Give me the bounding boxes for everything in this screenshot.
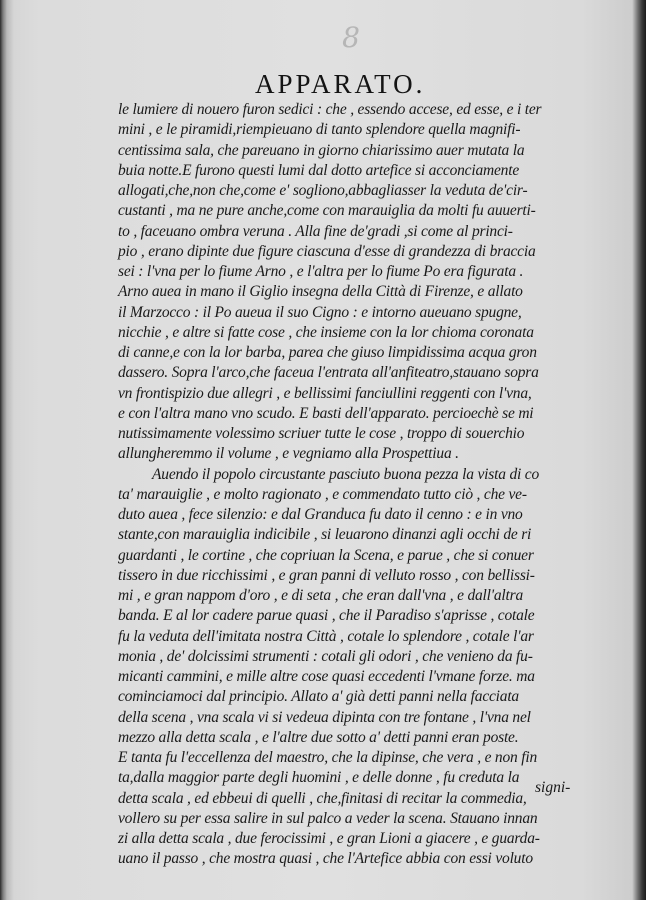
text-line: ta' marauiglie , e molto ragionato , e commendato tutto ciò , che ve-: [118, 485, 527, 503]
text-line: monia , de' dolcissimi strumenti : cotali gli odori , che venieno da fu-: [118, 647, 533, 665]
text-line: allungheremmo il volume , e vegniamo alla Prospettiua .: [118, 445, 459, 463]
catchword: signi-: [535, 779, 571, 796]
text-line: cominciamoci dal principio. Allato a' già detti panni nella facciata: [118, 688, 519, 706]
text-line: il Marzocco : il Po aueua il suo Cigno : e intorno aueuano spugne,: [118, 303, 522, 321]
text-line: mi , e gran nappom d'oro , e di seta , che eran dall'vna , e dall'altra: [118, 587, 524, 604]
text-line: detta scala , ed ebbeui di quelli , che,finitasi di recitar la commedia,: [118, 789, 527, 807]
text-line: guardanti , le cortine , che copriuan la Scena, e parue , che si conuer: [118, 546, 534, 564]
text-line: allogati,che,non che,come e' sogliono,abbagliasser la veduta de'cir-: [118, 182, 528, 199]
text-line: fu la veduta dell'imitata nostra Città , cotale lo splendore , cotale l'ar: [118, 627, 534, 645]
page-edge-shadow: [632, 0, 646, 900]
text-line: to , faceuano ombra veruna . Alla fine de'gradi ,si come al princi-: [118, 222, 513, 240]
text-line: nicchie , e altre si fatte cose , che insieme con la lor chioma coronata: [118, 323, 534, 341]
text-line: banda. E al lor cadere parue quasi , che il Paradiso s'aprisse , cotale: [118, 607, 535, 625]
text-line: mini , e le piramidi,riempieuano di tanto splendore quella magnifi-: [118, 121, 521, 139]
text-line: centissima sala, che pareuano in giorno chiarissimo auer mutata la: [118, 141, 525, 159]
text-line: sei : l'vna per lo fiume Arno , e l'altra per lo fiume Po era figurata .: [118, 263, 524, 280]
text-line: micanti cammini, e mille altre cose quasi eccedenti l'vmane forze. ma: [118, 668, 535, 685]
text-line: uano il passo , che mostra quasi , che l'Artefice abbia con essi voluto: [118, 850, 533, 868]
text-line: E tanta fu l'eccellenza del maestro, che la dipinse, che vera , e non fin: [118, 749, 538, 766]
text-line: della scena , vna scala vi si vedeua dipinta con tre fontane , l'vna nel: [118, 708, 531, 726]
text-line: zi alla detta scala , due ferocissimi , e gran Lioni a giacere , e guarda-: [118, 830, 540, 847]
text-line: pio , erano dipinte due figure ciascuna d'esse di grandezza di braccia: [118, 242, 536, 260]
text-line: vn frontispizio due allegri , e bellissimi fanciullini reggenti con l'vna,: [118, 384, 532, 402]
text-line: dassero. Sopra l'arco,che faceua l'entrata all'anfiteatro,stauano sopra: [118, 364, 539, 382]
text-line: ta,dalla maggior parte degli huomini , e delle donne , fu creduta la: [118, 769, 520, 787]
text-line: stante,con marauiglia indicibile , si leuarono dinanzi agli occhi de ri: [118, 526, 532, 544]
running-head: APPARATO.: [255, 69, 426, 99]
text-line: tissero in due ricchissimi , e gran panni di velluto rosso , con bellissi-: [118, 566, 535, 584]
text-line: custanti , ma ne pure anche,come con marauiglia da molti fu auuerti-: [118, 202, 536, 220]
body-text: [118, 100, 565, 870]
text-line: nutissimamente volessimo scriuer tutte le cose , troppo di souerchio: [118, 425, 525, 442]
text-line: duto auea , fece silenzio: e dal Granduca fu dato il cenno : e in vno: [118, 506, 523, 523]
text-line: buia notte.E furono questi lumi dal dotto artefice si acconciamente: [118, 161, 520, 179]
text-line: Arno auea in mano il Giglio insegna della Città di Firenze, e allato: [118, 283, 523, 301]
text-line: e con l'altra mano vno scudo. E basti dell'apparato. percioechè se mi: [118, 404, 534, 422]
text-line: le lumiere di nouero furon sedici : che , essendo accese, ed esse, e i ter: [118, 101, 542, 118]
paragraph-start-line: Auendo il popolo circustante pasciuto buona pezza la vista di co: [152, 465, 539, 483]
page-number: 8: [342, 21, 360, 54]
text-line: vollero su per essa salire in sul palco a veder la scena. Stauano innan: [118, 809, 538, 827]
text-line: mezzo alla detta scala , e l'altre due sotto a' detti panni eran poste.: [118, 728, 519, 746]
text-line: di canne,e con la lor barba, parea che giuso limpidissima acqua gron: [118, 344, 537, 361]
